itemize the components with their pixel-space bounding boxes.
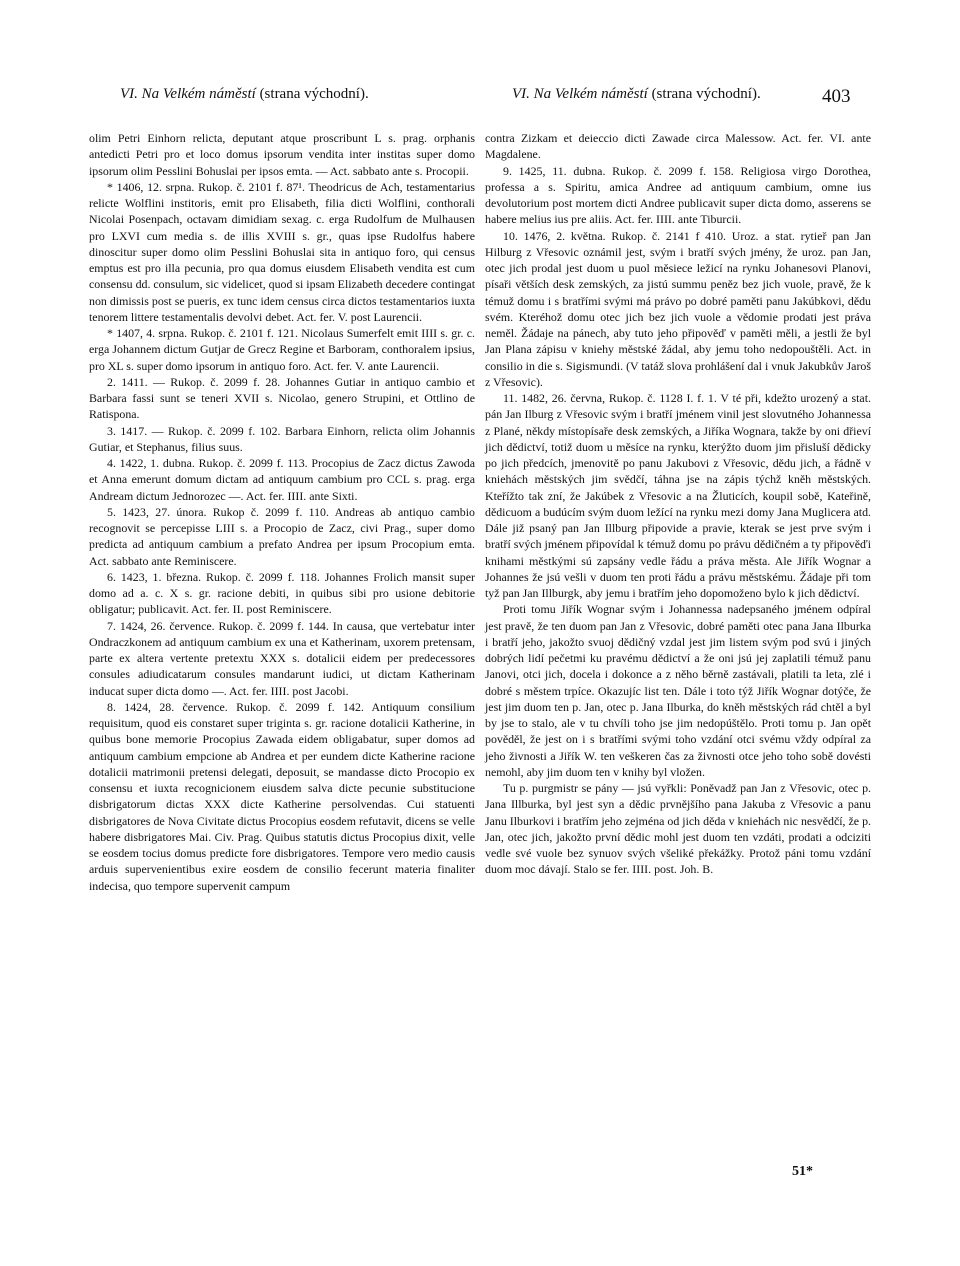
running-header-left — [120, 86, 369, 103]
running-header-right — [512, 86, 761, 103]
paragraph: 9. 1425, 11. dubna. Rukop. č. 2099 f. 158. Religiosa virgo Dorothea, professa a s. Spiritu, amica Andree ad antiquum cambium, omne ius devolutorium post mortem dicti Andree publicavit super dicta domo, asserens se habere melius ius pre aliis. Act. fer. IIII. ante Tiburcii. — [485, 163, 871, 227]
signature-mark: 51* — [792, 1164, 813, 1179]
paragraph: 10. 1476, 2. května. Rukop. č. 2141 f 410. Uroz. a stat. rytieř pan Jan Hilburg z Vřesovic oznámil jest, svým i bratří svých jmény, že uroz. pan Jan, otec jich prodal jest duom u puol měsiece ležicí na rynku Johanesovi Planovi, písaři větších desk zemských, za jistú summu peněz bez jich vuole, pravě, že k témuž domu i s bratřími svými má právo po dobré paměti panu Jakúbkovi, dědu svém. Kteréhož domu otec jich bez jich vuole a vědomie prodati jest práva neměl. Žádaje na pánech, aby tuto jeho připověď v paměti měli, a jestli že byl Jan Plana zápisu v kniehy městské žádal, aby jemu toho nedopouštěli. Act. in consilio in die s. Sigismundi. (V tatáž slova prohlášení dal i vnuk Jakubkův Jaroš z Vřesovic). — [485, 228, 871, 389]
paragraph: 2. 1411. — Rukop. č. 2099 f. 28. Johannes Gutiar in antiquo cambio et Barbara fassi sunt se teneri XVII s. Nicolao, genero Strupini, et Ottlino de Ratispona. — [89, 374, 475, 422]
right-text-column — [485, 130, 871, 878]
header-left-subtitle: (strana východní). — [259, 86, 369, 102]
header-right-title: VI. Na Velkém náměstí — [512, 86, 648, 102]
paragraph: Proti tomu Jiřík Wognar svým i Johannessa nadepsaného jménem odpíral jest pravě, že ten duom pan Jan z Vřesovic, dobré paměti otec pana Jana Ilburka i bratří jeho, jakožto svuoj dědičný vzdal jest jim listem svým pod svú i jiných dobrých lidí pečetmi ku pravému dědictví a že oni jsú jej zaplatili témuž panu Janovi, otci jich, docela i dokonce a z něho běrně zastávali, platili ta leta, zlé i dobré s městem trpíce. Okazujíc list ten. Dále i toto týž Jiřík Wognar dotýče, že jest jim duom ten p. Jan, otec p. Jana Ilburka, do kněh městských rád chtěl a byl by jse to stalo, ale v tu chvíli toho jse jim nedopúštělo. Proti tomu p. Jan opět pověděl, že jest on i s bratřími svými toho vzdání otci svému vždy odpíral za jeho živnosti a Jiřík W. ten veškeren čas za živnosti otce jeho toho sobě dovésti nemohl, aby jim duom ten v knihy byl vložen. — [485, 602, 871, 779]
paragraph: 7. 1424, 26. července. Rukop. č. 2099 f. 144. In causa, que vertebatur inter Ondraczkonem ad antiquum cambium ex una et Katherinam, uxorem pretensam, parte ex altera vertente pretextu XXX s. dotalicii eidem per predecessores consules adiudicatarum consules mandarunt iudici, ut dictam Katherinam inducat super dicta domo —. Act. fer. IIII. post Jacobi. — [89, 618, 475, 698]
paragraph: 6. 1423, 1. března. Rukop. č. 2099 f. 118. Johannes Frolich mansit super domo ad a. c. X s. gr. racione debiti, in quibus sibi pro usione debitorie obligatur; publicavit. Act. fer. II. post Reminiscere. — [89, 569, 475, 617]
paragraph: * 1406, 12. srpna. Rukop. č. 2101 f. 87¹. Theodricus de Ach, testamentarius relicte Wolflini institoris, emit pro Elisabeth, filia dicti Wolflini, conthorali Nicolai Posenpach, octavam dimidiam sexag. c. erga Rudolfum de Mulhausen pro LXVI cum media s. de illis XVIII s. gr., quas ipse Rudolfus habere dinoscitur super domo olim Pesslini Bohuslai sita in antiquo foro, qui census emptus est pro illa pecunia, pro qua domus eiusdem Elisabeth vendita est cum consensu dd. consulum, sic videlicet, quod si ipsam Elizabeth decedere contingat non dimissis post se pueris, ex tunc idem census circa dictos testamentarios iuxta tenorem littere testamentalis devolvi debet. Act. fer. V. post Laurencii. — [89, 179, 476, 324]
header-right-subtitle: (strana východní). — [651, 86, 761, 102]
paragraph: 3. 1417. — Rukop. č. 2099 f. 102. Barbara Einhorn, relicta olim Johannis Gutiar, et Stephanus, filius suus. — [89, 423, 475, 454]
paragraph: * 1407, 4. srpna. Rukop. č. 2101 f. 121. Nicolaus Sumerfelt emit IIII s. gr. c. erga Johannem dictum Gutjar de Grecz Regine et Barboram, conthoralem ipsius, pro XL s. super domo ipsorum in antiquo foro. Act. fer. V. ante Laurencii. — [89, 326, 475, 373]
paragraph: 11. 1482, 26. června, Rukop. č. 1128 I. f. 1. V té při, kdežto urozený a stat. pán Jan Ilburg z Vřesovic svým i bratří jménem vinil jest slovutného Johannessa z Plané, někdy místopísaře desk zemských, a Jiříka Wognara, takže by oni dřieví jich dědictví, totiž duom u měsíce na rynku, kterýžto duom jim přisluší dědicky po jich předcích, jmenovitě po panu Jakubovi z Vřesovic, dědu jich, a řádně v kniehách městských jim svědčí, táhna jse na zápis týchž kněh městských. Kteřížto tak zní, že Jakúbek z Vřesovic a na Žluticích, koupil sobě, Kateřině, dědicuom a budúcím svým duom ležící na rynku mezi domy Jana Muglicera atd. Dále již psaný pan Jan Illburg připovide a pravie, kterak se jest prve svým i bratří svých jménem připovídal k témuž domu po právu dědičném a ty připověďi knihami městkými sú zapsány vedle řádu a práva města. Ale Jiřík Wognar a Johannes že jsú vešli v duom ten proti řádu a právu městskému. Žádaje při tom tyž pan Jan Illburgk, aby jemu i bratřím jeho dopomoženo bylo k jich dědictví. — [485, 391, 871, 600]
paragraph: contra Zizkam et deieccio dicti Zawade circa Malessow. Act. fer. VI. ante Magdalene. — [485, 131, 871, 162]
paragraph: 8. 1424, 28. července. Rukop. č. 2099 f. 142. Antiquum consilium requisitum, quod eis constaret super triginta s. gr. racione dotalicii Katherine, in quibus bone memorie Procopius Zawada eidem obligabatur, super domos ad antiquum cambium empcione ab Andrea et per eundem dicte Katherine racione dotalicii matrimonii pretensi delegati, deposuit, se mandasse dicto Procopio ex consensu et iuxta recognicionem eiusdem salva dicte pecunie substitucione disbrigatorum dictas XXX dicte Katherine persolvendas. Cui statuenti disbrigatores de Nova Civitate dictus Procopius eosdem refutavit, dicens se velle habere disbrigatores Mai. Civ. Prag. Quibus statutis dictus Procopius dixit, velle se eosdem tocius domus predicte fore disbrigatores. Tempore vero medio causis arduis supervenientibus exire eosdem de consilio fecerunt materia finaliter indecisa, quo tempore supervenit campum — [89, 699, 475, 893]
paragraph: olim Petri Einhorn relicta, deputant atque proscribunt L s. prag. orphanis antedicti Petri pro et loco domus ipsorum vendita inter institas super domo ipsorum olim Pesslini Bohuslai per ipsos emta. — Act. sabbato ante s. Procopii. — [89, 131, 475, 178]
paragraph: 4. 1422, 1. dubna. Rukop. č. 2099 f. 113. Procopius de Zacz dictus Zawoda et Anna emerunt domum dictam ad antiquum cambium pro CCL s. prag. erga Andream dictum Jednorozec —. Act. fer. IIII. ante Sixti. — [89, 456, 475, 503]
paragraph: 5. 1423, 27. února. Rukop č. 2099 f. 110. Andreas ab antiquo cambio recognovit se percepisse LIII s. a Procopio de Zacz, civi Prag., super domo predicta ad antiquum cambium a prefato Andrea per ipsum Procopium emta. Act. sabbato ante Reminiscere. — [89, 504, 475, 568]
header-left-title: VI. Na Velkém náměstí — [120, 86, 256, 102]
left-text-column — [89, 130, 475, 894]
paragraph: Tu p. purgmistr se pány — jsú vyřkli: Poněvadž pan Jan z Vřesovic, otec p. Jana Illburka, byl jest syn a dědic prvnějšího pana Jakuba z Vřesovic a panu Janu Ilburkovi i bratřím jeho zejména od jich děda v kniehách nic nesvědčí, že p. Jan, otec jich, jakožto první dědic mohl jest duom ten vzdáti, prodati a odciziti vedle své vuole bez synuov svých všeliké překážky. Protož páni tomu vzdání duom moc dávají. Stalo se fer. IIII. post. Joh. B. — [485, 781, 871, 877]
page-number: 403 — [822, 86, 851, 107]
